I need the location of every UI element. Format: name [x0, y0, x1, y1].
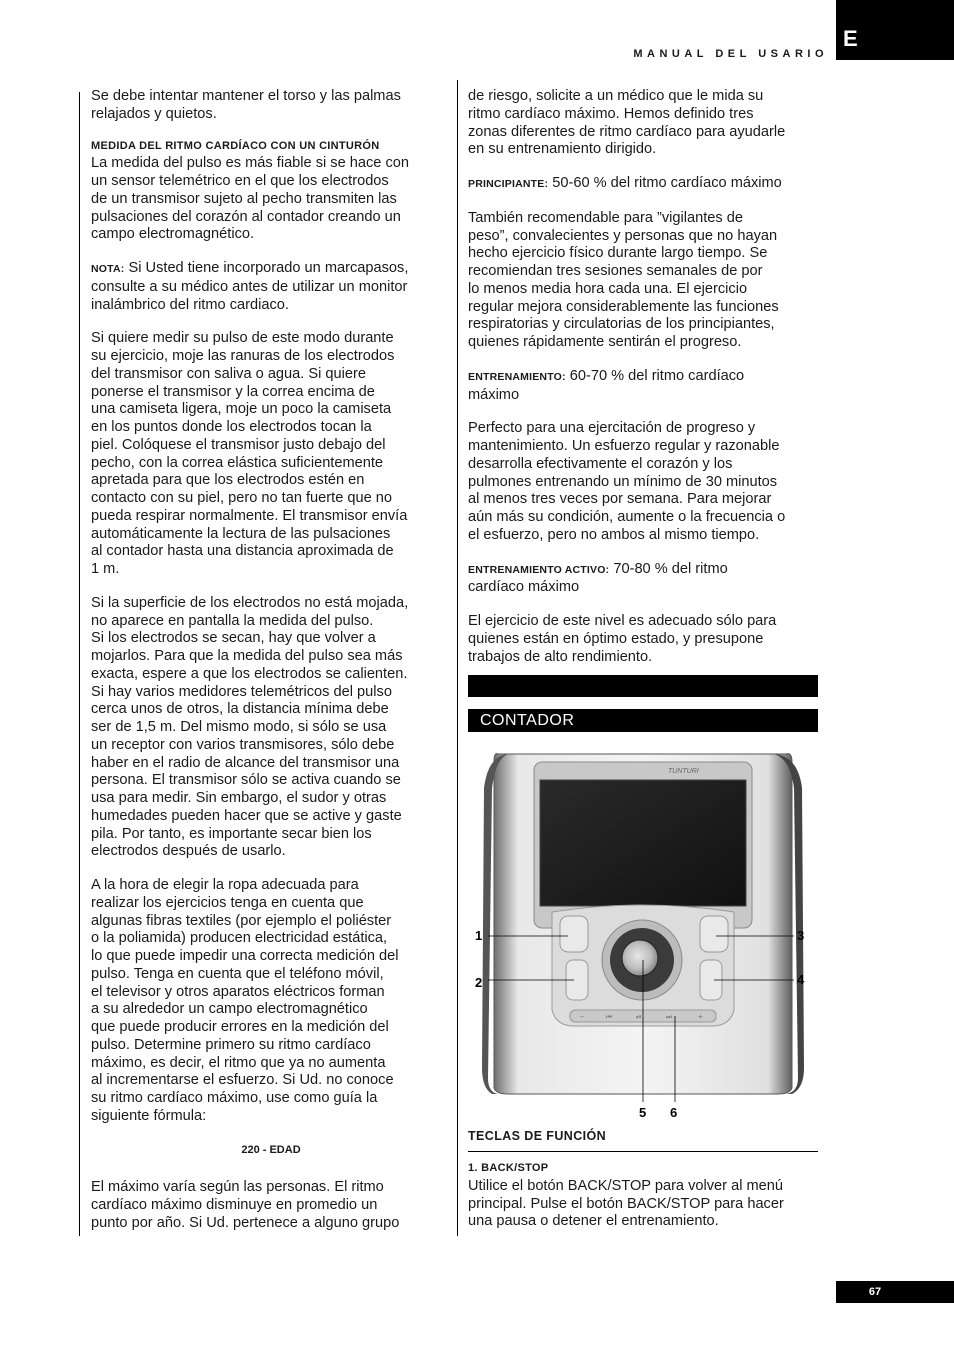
- plus-key[interactable]: +: [698, 1012, 703, 1021]
- entrenamiento-label: ENTRENAMIENTO:: [468, 370, 566, 383]
- page-number: 67: [836, 1281, 954, 1303]
- callout-5: 5: [639, 1105, 647, 1120]
- left-column: [91, 88, 451, 1233]
- teclas-heading: TECLAS DE FUNCIÓN: [468, 1129, 607, 1143]
- paragraph-electrodos: Si la superficie de los electrodos no está mojada, no aparece en pantalla la medida del pulso. Si los electrodos se secan, hay que volver a mojarlos. Para que la medida del pulso sea más exacta, espere a que los electrodos se calienten. Si hay varios medidores telemétricos del pulso cerca unos de otros, la distancia mínima debe ser de 1,5 m. Del mismo modo, si sólo se usa un receptor con varios transmisores, sólo debe haber en el radio de alcance del transmisor una persona. El transmisor sólo se activa cuando se usa para medir. Sin embargo, el sudor y otras humedades pueden hacer que se active y gaste pila. Por tanto, es importante secar bien los electrodos después de usarlo.: [91, 594, 409, 860]
- section-divider-bar: [468, 675, 818, 697]
- nota-text: Si Usted tiene incorporado un marcapasos, consulte a su médico antes de utilizar un monitor inalámbrico del ritmo cardiaco.: [91, 260, 409, 313]
- paragraph-transmisor: Si quiere medir su pulso de este modo durante su ejercicio, moje las ranuras de los electrodos del transmisor con saliva o agua. Si quiere ponerse el transmisor y la correa encima de una camiseta ligera, moje un poco la camiseta en los puntos donde los electrodos tocan la piel. Colóquese el transmisor justo debajo del pecho, con la correa elástica suficientemente apretada para que los electrodos estén en contacto con su piel, pero no tan fuerte que no pueda respirar normalmente. El transmisor envía automáticamente la lectura de las pulsaciones al contador hasta una distancia aproximada de 1 m.: [91, 330, 408, 577]
- display-screen: [540, 780, 746, 906]
- callout-4: 4: [797, 972, 805, 987]
- back-stop-text: Utilice el botón BACK/STOP para volver al menú principal. Pulse el botón BACK/STOP para hacer una pausa o detener el entrenamiento.: [468, 1177, 784, 1230]
- paragraph-torso: Se debe intentar mantener el torso y las palmas relajados y quietos.: [91, 88, 401, 122]
- prev-key[interactable]: ⏮: [606, 1013, 613, 1021]
- left-column-rule: [79, 92, 80, 1236]
- right-column: [468, 88, 824, 666]
- paragraph-activo: [468, 561, 824, 598]
- paragraph-nota: [91, 260, 451, 314]
- right-upper-key[interactable]: [700, 916, 728, 952]
- console-illustration: [468, 748, 818, 1128]
- paragraph-ropa: A la hora de elegir la ropa adecuada para realizar los ejercicios tenga en cuenta que algunas fibras textiles (por ejemplo el poliéster o la poliamida) producen electricidad estática, lo que puede impedir una correcta medición del pulso. Tenga en cuenta que el teléfono móvil, el televisor y otros aparatos eléctricos forman a su alrededor un campo electromagnético que puede producir errores en la medición del pulso. Determine primero su ritmo cardíaco máximo, es decir, el ritmo que ya no aumenta al incrementarse el esfuerzo. Si Ud. no conoce su ritmo cardíaco máximo, use como guía la siguiente fórmula:: [91, 877, 399, 1124]
- paragraph-entrenamiento: [468, 368, 824, 405]
- principiante-label: PRINCIPIANTE:: [468, 178, 549, 190]
- callout-2: 2: [475, 975, 483, 990]
- manual-header: MANUAL DEL USARIO: [633, 48, 828, 60]
- back-stop-section: [468, 1160, 820, 1231]
- formula: 220 - EDAD: [241, 1143, 301, 1156]
- language-tab: E: [836, 0, 954, 60]
- dial-center-button[interactable]: [622, 940, 658, 976]
- back-stop-heading: 1. BACK/STOP: [468, 1162, 549, 1174]
- middle-column-rule: [457, 80, 458, 1236]
- nota-label: NOTA:: [91, 263, 125, 275]
- callout-3: 3: [797, 928, 805, 943]
- heading-cinturon: MEDIDA DEL RITMO CARDÍACO CON UN CINTURÓN: [91, 139, 380, 152]
- activo-label: ENTRENAMIENTO ACTIVO:: [468, 563, 610, 576]
- callout-6: 6: [670, 1105, 678, 1120]
- brand-logo: TUNTURI: [668, 768, 699, 775]
- paragraph-maximo: El máximo varía según las personas. El ritmo cardíaco máximo disminuye en promedio un punto por año. Si Ud. pertenece a alguno grupo: [91, 1179, 400, 1231]
- teclas-rule: [468, 1151, 818, 1152]
- paragraph-vigilantes: También recomendable para ”vigilantes de peso”, convalecientes y personas que no hayan hecho ejercicio físico durante largo tiempo. Se recomiendan tres sesiones semanales de por lo menos media hora cada una. El ejercicio regular mejora considerablemente las funciones respiratorias y circulatorias de los principiantes, quienes rápidamente sentirán el progreso.: [468, 209, 779, 350]
- minus-key[interactable]: –: [580, 1012, 585, 1021]
- entrenamiento-text: 60-70 % del ritmo cardíaco máximo: [468, 367, 745, 403]
- paragraph-principiante: [468, 175, 824, 194]
- activo-text: 70-80 % del ritmo cardíaco máximo: [468, 560, 728, 596]
- principiante-text: 50-60 % del ritmo cardíaco máximo: [548, 175, 782, 191]
- next-key[interactable]: ⏭: [666, 1013, 673, 1021]
- back-stop-key[interactable]: [560, 916, 588, 952]
- play-pause-key[interactable]: ⏯: [636, 1013, 642, 1021]
- contador-heading: CONTADOR: [468, 709, 818, 732]
- paragraph-sensor: La medida del pulso es más fiable si se hace con un sensor telemétrico en el que los electrodos de un transmisor sujeto al pecho transmiten las pulsaciones del corazón al contador creando un campo electromagnético.: [91, 155, 410, 243]
- paragraph-riesgo: de riesgo, solicite a un médico que le mida su ritmo cardíaco máximo. Hemos definido tres zonas diferentes de ritmo cardíaco para ayudarle en su entrenamiento dirigido.: [468, 88, 786, 158]
- paragraph-nivel: El ejercicio de este nivel es adecuado sólo para quienes están en óptimo estado, y presupone trabajos de alto rendimiento.: [468, 613, 777, 665]
- callout-1: 1: [475, 928, 483, 943]
- paragraph-progreso: Perfecto para una ejercitación de progreso y mantenimiento. Un esfuerzo regular y razonable desarrolla efectivamente el corazón y los pulmones entrenando un mínimo de 30 minutos al menos tres veces por semana. Para mejorar aún más su condición, aumente o la frecuencia o el esfuerzo, pero no ambos al mismo tiempo.: [468, 420, 786, 543]
